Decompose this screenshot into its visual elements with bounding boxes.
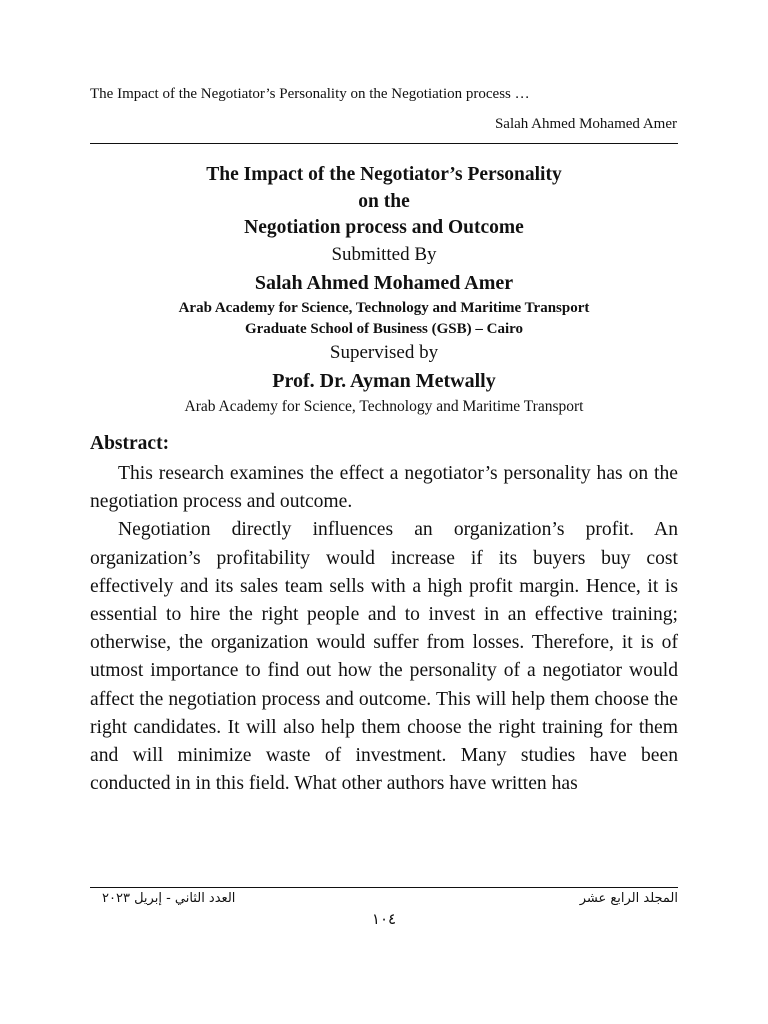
author-name: Salah Ahmed Mohamed Amer: [254, 271, 514, 294]
paper-title-line-3: Negotiation process and Outcome: [244, 217, 524, 238]
header-rule: [90, 143, 678, 144]
submitted-by-label: Submitted By: [331, 243, 437, 265]
abstract-body: [90, 460, 678, 798]
page-number: ١٠٤: [371, 910, 397, 928]
title-block: [60, 162, 708, 418]
supervisor-name: Prof. Dr. Ayman Metwally: [272, 369, 496, 392]
author-affiliation-2: Graduate School of Business (GSB) – Cairo: [244, 320, 524, 337]
abstract-paragraph-2: Negotiation directly influences an organization’s profit. An organization’s profitability would increase if its buyers buy cost effectively and its sales team sells with a high profit margin. Hence, it is essential to hire the right people and to invest in an effective training; otherwise, the organization would suffer from losses. Therefore, it is of utmost importance to find out how the personality of a negotiator would affect the negotiation process and outcome. This will help them choose the right candidates. It will also help them choose the right training for them and will minimize waste of investment. Many studies have been conducted in in this field. What other authors have written has: [90, 519, 678, 795]
paper-title-line-1: The Impact of the Negotiator’s Personality: [206, 164, 562, 185]
supervised-by-label: Supervised by: [329, 341, 439, 363]
footer-rule: [90, 887, 678, 888]
running-author: Salah Ahmed Mohamed Amer: [494, 116, 677, 132]
abstract-heading: Abstract:: [90, 433, 170, 454]
footer-issue: العدد الثاني - إبريل ٢٠٢٣: [102, 891, 236, 906]
footer-volume: المجلد الرابع عشر: [579, 891, 678, 906]
supervisor-affiliation: Arab Academy for Science, Technology and Maritime Transport: [184, 397, 584, 415]
author-affiliation-1: Arab Academy for Science, Technology and Maritime Transport: [178, 299, 590, 316]
running-title: The Impact of the Negotiator’s Personality on the Negotiation process …: [90, 86, 530, 102]
abstract-paragraph-1: This research examines the effect a negotiator’s personality has on the negotiation process and outcome.: [90, 463, 678, 513]
paper-title-line-2: on the: [358, 190, 410, 212]
